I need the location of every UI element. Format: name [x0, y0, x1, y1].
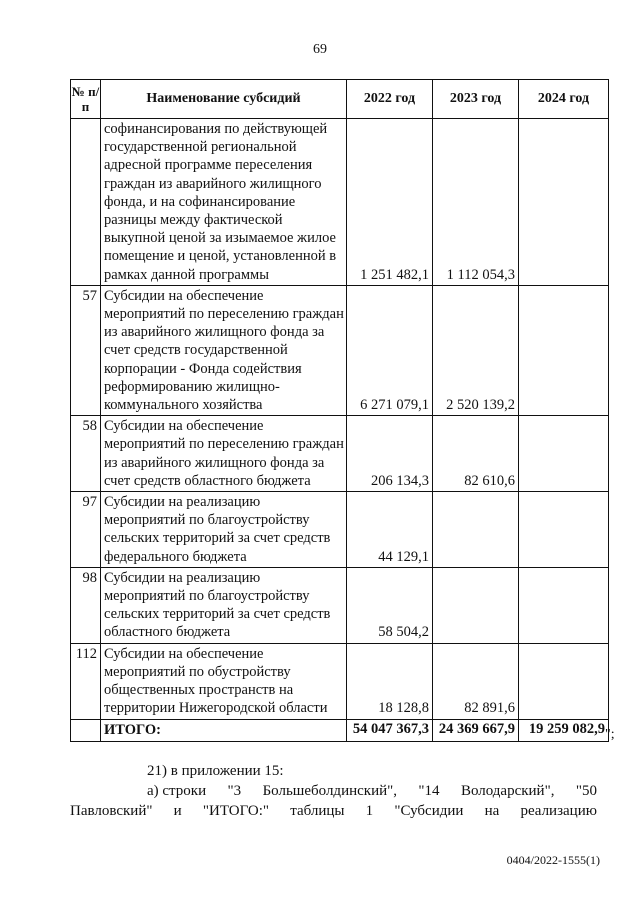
- table-row: [71, 285, 609, 415]
- row-value-2024: [519, 643, 609, 719]
- header-2022: 2022 год: [347, 80, 433, 119]
- row-value-2022: 58 504,2: [347, 567, 433, 643]
- row-name: Субсидии на реализацию мероприятий по благоустройству сельских территорий за счет средств федерального бюджета: [101, 492, 347, 568]
- row-value-2024: [519, 119, 609, 286]
- row-num: 57: [71, 285, 101, 415]
- row-value-2024: [519, 492, 609, 568]
- table-row: [71, 643, 609, 719]
- row-value-2022: 44 129,1: [347, 492, 433, 568]
- text-word: Павловский": [70, 803, 153, 819]
- row-value-2024: [519, 285, 609, 415]
- row-value-2023: 1 112 054,3: [433, 119, 519, 286]
- header-num: № п/п: [71, 80, 101, 119]
- document-code: 0404/2022-1555(1): [506, 853, 600, 867]
- text-word: 1: [365, 803, 374, 819]
- text-word: а) строки: [147, 783, 207, 799]
- row-num: 112: [71, 643, 101, 719]
- text-word: и: [173, 803, 182, 819]
- total-num: [71, 719, 101, 741]
- row-name: софинансирования по действующей государственной региональной адресной программе переселения граждан из аварийного жилищного фонда, и на софинансирование разницы между фактической выкупной ценой за изымаемое жилое помещение и ценой, установленной в рамках данной программы: [101, 119, 347, 286]
- row-name: Субсидии на обеспечение мероприятий по переселению граждан из аварийного жилищного фонда за счет средств областного бюджета: [101, 416, 347, 492]
- row-value-2023: 82 891,6: [433, 643, 519, 719]
- total-2022: 54 047 367,3: [347, 719, 433, 741]
- total-row: [71, 719, 609, 741]
- row-value-2022: 1 251 482,1: [347, 119, 433, 286]
- paragraph-rows-line: [147, 781, 597, 801]
- table-row: [71, 567, 609, 643]
- header-2023: 2023 год: [433, 80, 519, 119]
- text-word: на: [484, 803, 500, 819]
- text-word: "Субсидии: [394, 803, 464, 819]
- table-row: [71, 416, 609, 492]
- row-name: Субсидии на обеспечение мероприятий по переселению граждан из аварийного жилищного фонда за счет средств государственной корпорации - Фонда содействия реформированию жилищно-коммунального хозяйства: [101, 285, 347, 415]
- subsidies-table-container: [70, 79, 609, 742]
- row-name: Субсидии на обеспечение мероприятий по обустройству общественных пространств на территории Нижегородской области: [101, 643, 347, 719]
- total-2024: 19 259 082,9: [519, 719, 609, 741]
- header-name: Наименование субсидий: [101, 80, 347, 119]
- row-name: Субсидии на реализацию мероприятий по благоустройству сельских территорий за счет средств областного бюджета: [101, 567, 347, 643]
- page-number: 69: [313, 42, 327, 57]
- total-2023: 24 369 667,9: [433, 719, 519, 741]
- row-value-2022: 6 271 079,1: [347, 285, 433, 415]
- text-word: реализацию: [520, 803, 597, 819]
- table-row: [71, 492, 609, 568]
- text-word: таблицы: [290, 803, 345, 819]
- row-num: 97: [71, 492, 101, 568]
- text-word: "50: [575, 783, 597, 799]
- row-value-2023: 2 520 139,2: [433, 285, 519, 415]
- subsidies-table: [70, 79, 609, 742]
- text-word: "3: [227, 783, 242, 799]
- row-value-2023: [433, 567, 519, 643]
- text-word: "14: [418, 783, 440, 799]
- header-2024: 2024 год: [519, 80, 609, 119]
- table-row: [71, 119, 609, 286]
- row-value-2022: 18 128,8: [347, 643, 433, 719]
- table-closing-quote: ";: [605, 727, 615, 742]
- row-num: 98: [71, 567, 101, 643]
- row-value-2023: 82 610,6: [433, 416, 519, 492]
- text-word: "ИТОГО:": [202, 803, 270, 819]
- paragraph-appendix-15: 21) в приложении 15:: [147, 763, 284, 779]
- row-value-2024: [519, 567, 609, 643]
- row-num: [71, 119, 101, 286]
- text-word: Большеболдинский",: [262, 783, 397, 799]
- row-value-2022: 206 134,3: [347, 416, 433, 492]
- row-num: 58: [71, 416, 101, 492]
- table-header-row: [71, 80, 609, 119]
- row-value-2024: [519, 416, 609, 492]
- text-word: Володарский",: [460, 783, 555, 799]
- row-value-2023: [433, 492, 519, 568]
- total-label: ИТОГО:: [101, 719, 347, 741]
- paragraph-continuation-line: [70, 801, 597, 821]
